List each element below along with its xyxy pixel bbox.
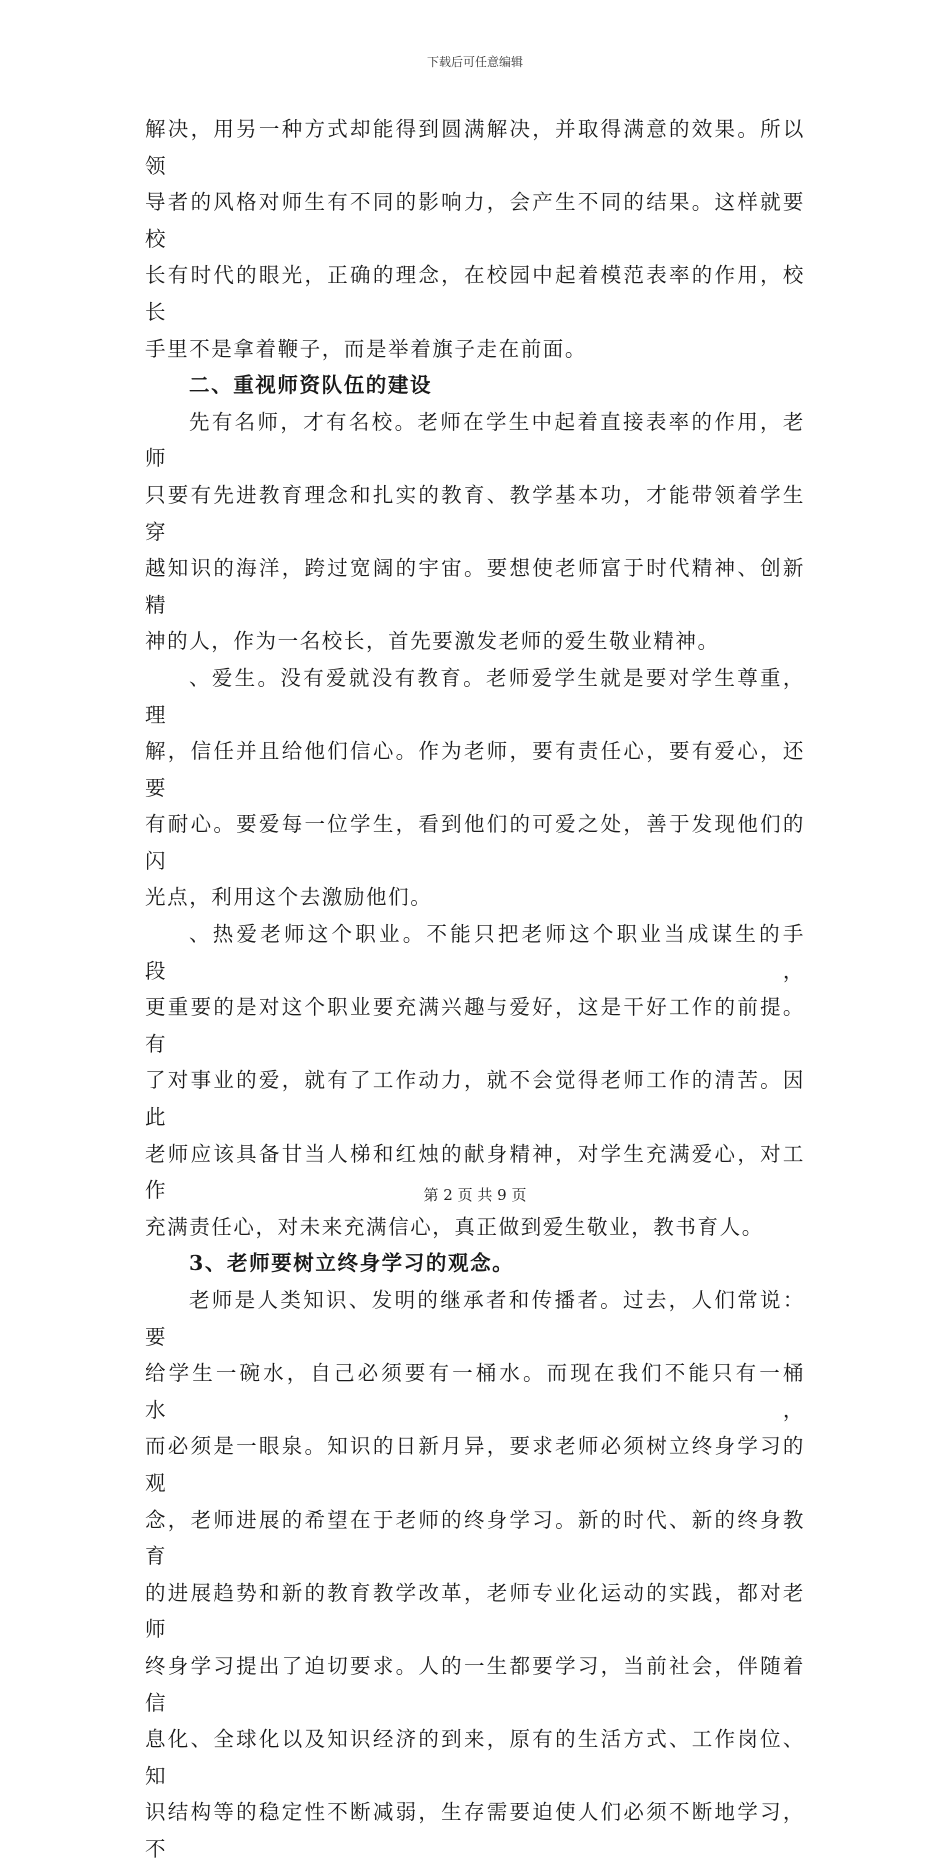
text-line: 而必须是一眼泉。知识的日新月异，要求老师必须树立终身学习的观 [145, 1434, 805, 1495]
section-heading: 二、重视师资队伍的建设 [189, 373, 433, 398]
text-line: 有耐心。要爱每一位学生，看到他们的可爱之处，善于发现他们的闪 [145, 812, 805, 873]
text-line: 老师是人类知识、发明的继承者和传播者。过去，人们常说：要 [145, 1288, 805, 1349]
text-line: 息化、全球化以及知识经济的到来，原有的生活方式、工作岗位、知 [145, 1727, 805, 1788]
text-line: 了对事业的爱，就有了工作动力，就不会觉得老师工作的清苦。因此 [145, 1068, 805, 1130]
text-line: 念，老师进展的希望在于老师的终身学习。新的时代、新的终身教育 [145, 1507, 805, 1569]
paragraph [145, 660, 805, 916]
text-line: 、爱生。没有爱就没有教育。老师爱学生就是要对学生尊重，理 [145, 665, 805, 727]
text-line: 解决，用另一种方式却能得到圆满解决，并取得满意的效果。所以领 [145, 117, 805, 178]
text-line: 老师应该具备甘当人梯和红烛的献身精神，对学生充满爱心，对工作 [145, 1141, 805, 1203]
intro-paragraph [145, 111, 805, 367]
section-heading: 3、老师要树立终身学习的观念。 [189, 1251, 515, 1276]
text-line: 越知识的海洋，跨过宽阔的宇宙。要想使老师富于时代精神、创新精 [145, 556, 805, 617]
text-line: 充满责任心，对未来充满信心，真正做到爱生敬业，教书育人。 [145, 1214, 764, 1239]
page-header: 下载后可任意编辑 [426, 55, 523, 69]
text-line: 只要有先进教育理念和扎实的教育、教学基本功，才能带领着学生穿 [145, 482, 805, 544]
text-line: 手里不是拿着鞭子，而是举着旗子走在前面。 [145, 336, 587, 361]
text-line: 导者的风格对师生有不同的影响力，会产生不同的结果。这样就要校 [145, 190, 805, 251]
text-line: 解，信任并且给他们信心。作为老师，要有责任心，要有爱心，还要 [145, 739, 805, 800]
text-line: 给学生一碗水，自己必须要有一桶水。而现在我们不能只有一桶水， [145, 1361, 805, 1422]
text-line: 终身学习提出了迫切要求。人的一生都要学习，当前社会，伴随着信 [145, 1653, 805, 1715]
paragraph [145, 1282, 805, 1868]
text-line: 先有名师，才有名校。老师在学生中起着直接表率的作用，老师 [145, 409, 805, 471]
paragraph [145, 404, 805, 660]
text-line: 更重要的是对这个职业要充满兴趣与爱好，这是干好工作的前提。有 [145, 995, 805, 1056]
text-line: 、热爱老师这个职业。不能只把老师这个职业当成谋生的手段， [145, 922, 805, 983]
text-line: 长有时代的眼光，正确的理念，在校园中起着模范表率的作用，校长 [145, 263, 805, 324]
text-line: 神的人，作为一名校长，首先要激发老师的爱生敬业精神。 [145, 629, 720, 654]
text-line: 的进展趋势和新的教育教学改革，老师专业化运动的实践，都对老师 [145, 1580, 805, 1642]
text-line: 光点，利用这个去激励他们。 [145, 885, 433, 910]
document-body [145, 111, 805, 1868]
page-footer: 第 2 页 共 9 页 [423, 1186, 527, 1204]
text-line: 识结构等的稳定性不断减弱，生存需要迫使人们必须不断地学习，不 [145, 1800, 805, 1861]
